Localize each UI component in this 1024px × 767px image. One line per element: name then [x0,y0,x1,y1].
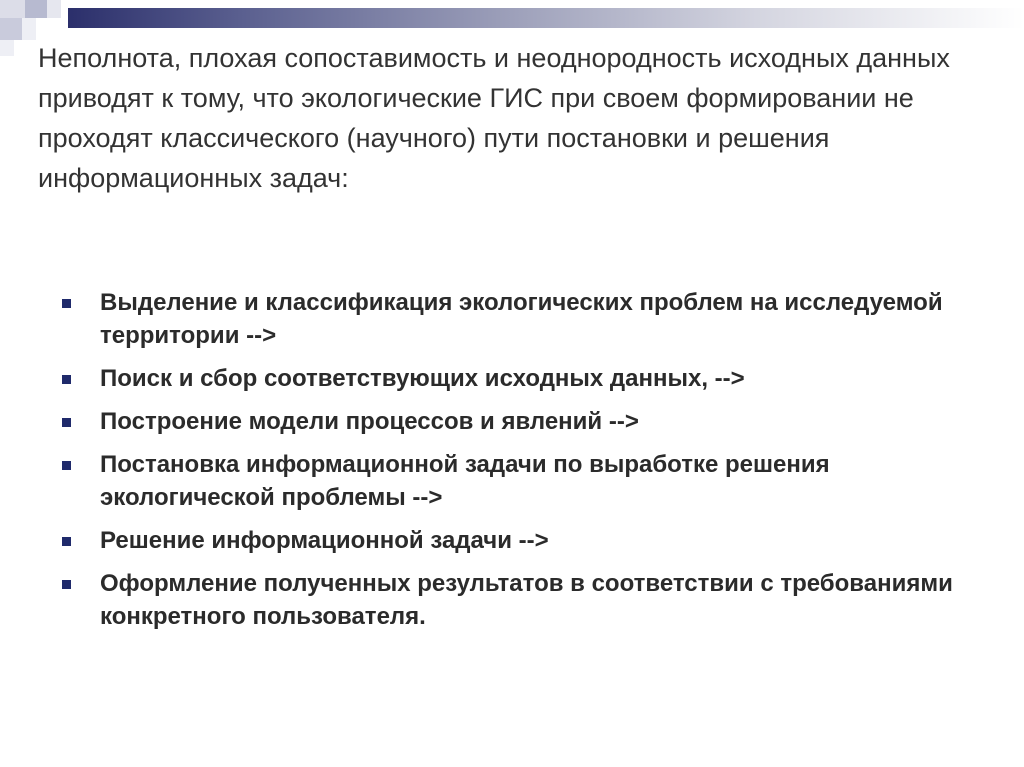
bullet-list [62,286,962,643]
list-item [62,405,962,438]
corner-decoration-square [22,18,36,40]
list-item [62,362,962,395]
list-item [62,286,962,352]
square-bullet-icon [62,375,71,384]
corner-decoration-square [0,18,22,40]
list-item [62,567,962,633]
list-item [62,524,962,557]
square-bullet-icon [62,537,71,546]
square-bullet-icon [62,418,71,427]
list-item [62,448,962,514]
list-item-text: Оформление полученных результатов в соответствии с требованиями конкретного пользователя. [100,570,953,630]
list-item-text: Поиск и сбор соответствующих исходных данных, --> [100,365,745,392]
square-bullet-icon [62,461,71,470]
list-item-text: Постановка информационной задачи по выработке решения экологической проблемы --> [100,451,830,511]
intro-paragraph: Неполнота, плохая сопоставимость и неоднородность исходных данных приводят к тому, что экологические ГИС при своем формировании не проходят классического (научного) пути постановки и решения информационных задач: [38,43,950,193]
corner-decoration-square [0,40,14,56]
list-item-text: Решение информационной задачи --> [100,527,549,554]
square-bullet-icon [62,580,71,589]
corner-decoration-square [0,0,25,18]
list-item-text: Построение модели процессов и явлений --> [100,408,639,435]
square-bullet-icon [62,299,71,308]
header-gradient-bar [68,8,1024,28]
list-item-text: Выделение и классификация экологических проблем на исследуемой территории --> [100,289,943,349]
corner-decoration-square [25,0,47,18]
corner-decoration-square [47,0,61,18]
